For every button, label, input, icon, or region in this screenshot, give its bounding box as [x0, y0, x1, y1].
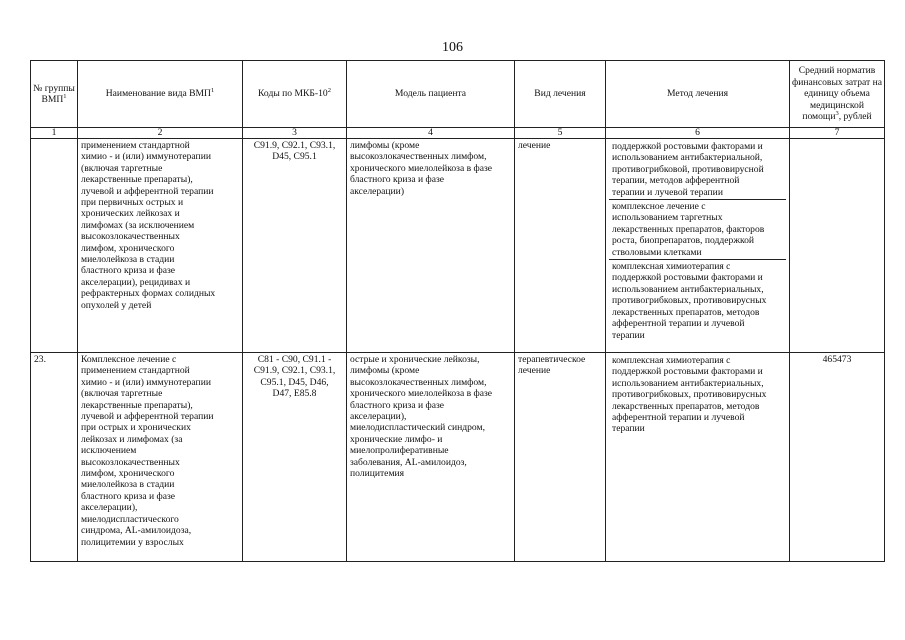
patient-model-cell: лимфомы (кроме высокозлокачественных лимфом, хронического миелолейкоза в фазе бластного криза и фазе акселерации) — [347, 139, 515, 353]
column-number: 3 — [243, 128, 347, 139]
cost-cell — [790, 139, 885, 353]
column-number: 7 — [790, 128, 885, 139]
treatment-method-cell — [606, 353, 790, 562]
vmp-table — [30, 60, 885, 562]
icd-codes-cell: C91.9, C92.1, C93.1, D45, C95.1 — [243, 139, 347, 353]
group-number-cell: 23. — [31, 353, 78, 562]
column-number: 1 — [31, 128, 78, 139]
column-number: 2 — [78, 128, 243, 139]
column-number-row — [31, 128, 885, 139]
vmp-name-cell: Комплексное лечение с применением стандартной химио - и (или) иммунотерапии (включая таргетные лекарственные препараты), лучевой и афферентной терапии при острых и хронических лейкозах и лимфомах (за исключением высокозлокачественных лимфом, хронического миелолейкоза в стадии бластного криза и фазе акселерации), миелодиспластического синдрома, AL-амилоидоза, полицитемии у взрослых — [78, 353, 243, 562]
group-number-cell — [31, 139, 78, 353]
column-number: 4 — [347, 128, 515, 139]
column-number: 5 — [515, 128, 606, 139]
method-block: поддержкой ростовыми факторами и использованием антибактериальной, противогрибковой, противовирусной терапии, методов афферентной терапии и лучевой терапии — [612, 141, 764, 198]
method-block: комплексная химиотерапия с поддержкой ростовыми факторами и использованием антибактериальных, противогрибковых, противовирусных лекарственных препаратов, методов афферентной терапии и лучевой терапии — [612, 355, 767, 435]
method-block: комплексное лечение с использованием таргетных лекарственных препаратов, факторов роста, биопрепаратов, поддержкой стволовыми клетками — [609, 199, 786, 259]
header-icd-codes: Коды по МКБ-$10^2$ — [243, 61, 347, 128]
header-vmp-name: Наименование вида ВМП$^1$ — [78, 61, 243, 128]
patient-model-cell: острые и хронические лейкозы, лимфомы (кроме высокозлокачественных лимфом, хронического миелолейкоза в фазе бластного криза и фазе акселерации), миелодиспластический синдром, хронические лимфо- и миелопролиферативные заболевания, AL-амилоидоз, полицитемия — [347, 353, 515, 562]
treatment-method-cell — [606, 139, 790, 353]
cost-cell: 465473 — [790, 353, 885, 562]
vmp-name-cell: применением стандартной химио - и (или) иммунотерапии (включая таргетные лекарственные препараты), лучевой и афферентной терапии при первичных острых и хронических лейкозах и лимфомах (за исключением высокозлокачественных лимфом, хронического миелолейкоза в стадии бластного криза и фазе акселерации), рецидивах и рефрактерных формах солидных опухолей у детей — [78, 139, 243, 353]
header-cost-norm: Средний норматив финансовых затрат на единицу объема медицинской помощи$^3$, рублей — [790, 61, 885, 128]
header-group-number: № группы ВМП$^1$ — [31, 61, 78, 128]
treatment-type-cell: лечение — [515, 139, 606, 353]
page-number: 106 — [442, 40, 463, 55]
column-number: 6 — [606, 128, 790, 139]
header-treatment-type: Вид лечения — [515, 61, 606, 128]
header-row — [31, 61, 885, 128]
treatment-type-cell: терапевтическое лечение — [515, 353, 606, 562]
method-block: комплексная химиотерапия с поддержкой ростовыми факторами и использованием антибактериальных, противогрибковых, противовирусных лекарственных препаратов, методов афферентной терапии и лучевой терапии — [609, 259, 786, 342]
header-patient-model: Модель пациента — [347, 61, 515, 128]
table-row — [31, 353, 885, 562]
header-treatment-method: Метод лечения — [606, 61, 790, 128]
icd-codes-cell: C81 - C90, C91.1 - C91.9, C92.1, C93.1, C95.1, D45, D46, D47, E85.8 — [243, 353, 347, 562]
table-row — [31, 139, 885, 353]
